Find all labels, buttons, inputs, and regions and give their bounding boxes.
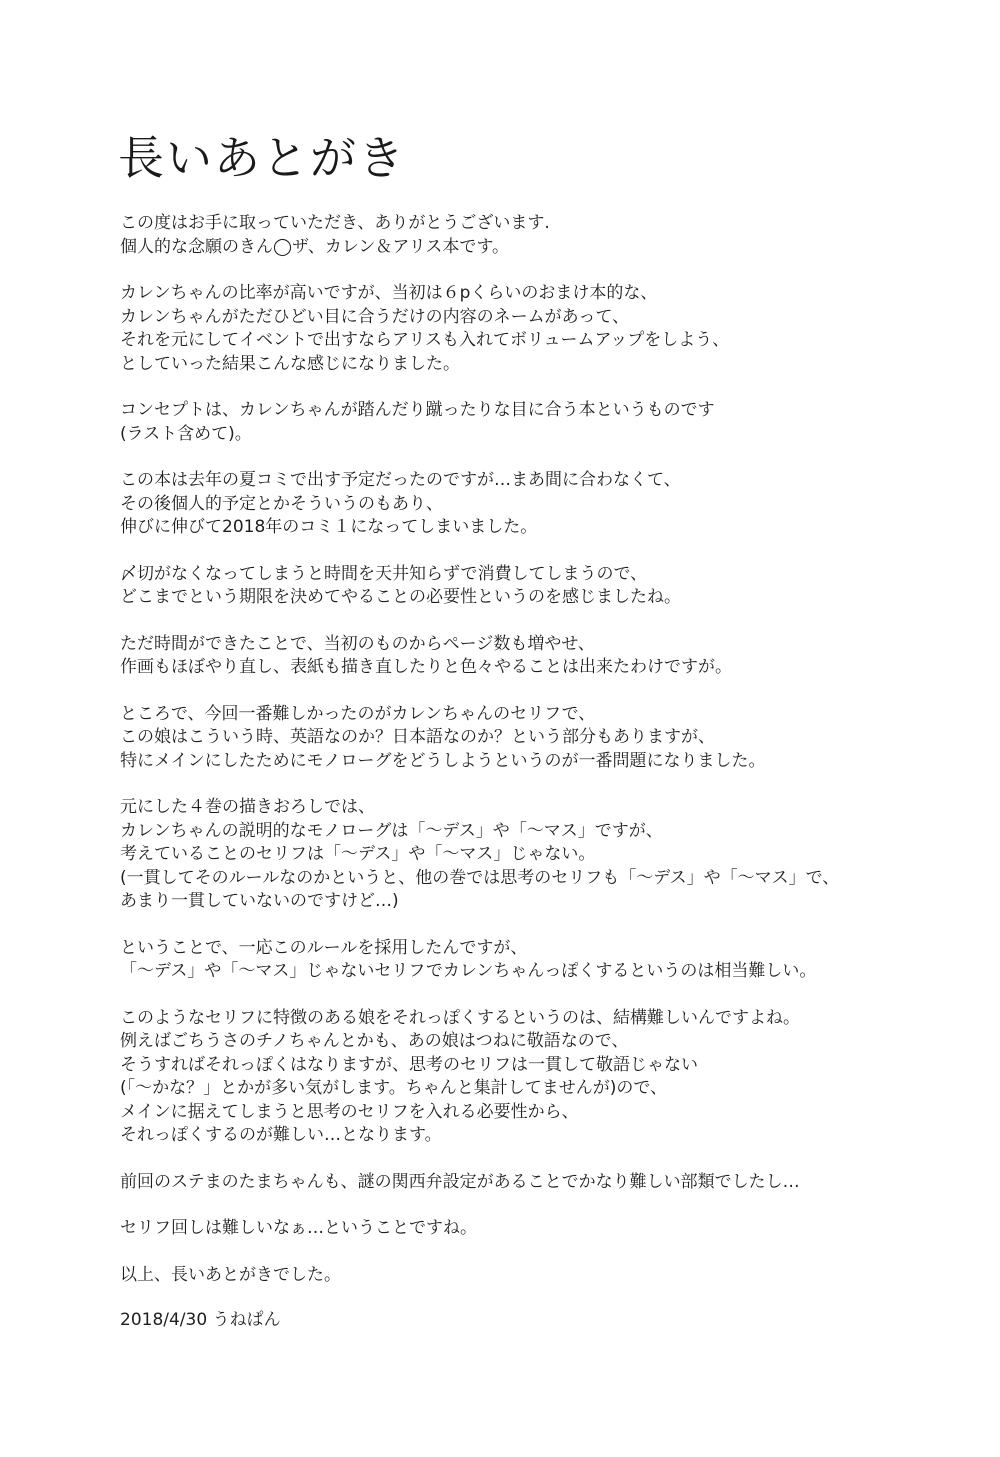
text-line: 考えていることのセリフは「〜デス」や「〜マス」じゃない。	[120, 844, 596, 864]
paragraph	[120, 796, 880, 914]
paragraph	[120, 1171, 880, 1195]
text-line: 作画もほぼやり直し、表紙も描き直したりと色々やることは出来たわけですが。	[120, 657, 732, 677]
paragraph	[120, 469, 880, 540]
text-line: それを元にしてイベントで出すならアリスも入れてボリュームアップをしよう、	[120, 330, 730, 350]
signature-date-author: 2018/4/30 うねぱん	[120, 1310, 281, 1330]
afterword-body	[120, 212, 880, 1310]
text-line: (ラスト含めて)。	[120, 423, 252, 444]
paragraph	[120, 937, 880, 984]
text-line: あまり一貫していないのですけど…)	[120, 891, 399, 911]
text-line: 例えばごちうさのチノちゃんとかも、あの娘はつねに敬語なので、	[120, 1031, 629, 1051]
text-line: 元にした４巻の描きおろしでは、	[120, 797, 375, 817]
text-line: (「〜かな？」とかが多い気がします。ちゃんと集計してませんが)ので、	[120, 1078, 668, 1098]
text-line: メインに据えてしまうと思考のセリフを入れる必要性から、	[120, 1101, 579, 1122]
text-line: ということで、一応このルールを採用したんですが、	[120, 937, 528, 958]
paragraph	[120, 282, 880, 376]
text-line: カレンちゃんの説明的なモノローグは「〜デス」や「〜マス」ですが、	[120, 820, 663, 841]
paragraph	[120, 399, 880, 446]
paragraph	[120, 212, 880, 259]
paragraph	[120, 633, 880, 680]
text-line: 「〜デス」や「〜マス」じゃないセリフでカレンちゃんっぽくするというのは相当難しい。	[120, 961, 817, 981]
text-line: ただ時間ができたことで、当初のものからページ数も増やせ、	[120, 633, 595, 654]
text-line: そうすればそれっぽくはなりますが、思考のセリフは一貫して敬語じゃない	[120, 1054, 698, 1075]
text-line: 前回のステまのたまちゃんも、謎の関西弁設定があることでかなり難しい部類でしたし…	[120, 1171, 800, 1192]
text-line: この度はお手に取っていただき、ありがとうございます.	[120, 213, 550, 233]
text-line: この本は去年の夏コミで出す予定だったのですが…まあ間に合わなくて、	[120, 470, 681, 490]
paragraph	[120, 1217, 880, 1241]
page-title: 長いあとがき	[118, 131, 406, 185]
paragraph	[120, 1007, 880, 1148]
text-line: 個人的な念願のきん◯ザ、カレン＆アリス本です。	[120, 236, 510, 257]
text-line: カレンちゃんがただひどい目に合うだけの内容のネームがあって、	[120, 306, 630, 327]
text-line: セリフ回しは難しいなぁ…ということですね。	[120, 1218, 477, 1238]
text-line: 特にメインにしたためにモノローグをどうしようというのが一番問題になりました。	[120, 750, 766, 771]
text-line: としていった結果こんな感じになりました。	[120, 353, 460, 374]
text-line: 以上、長いあとがきでした。	[120, 1264, 341, 1285]
text-line: このようなセリフに特徴のある娘をそれっぽくするというのは、結構難しいんですよね。	[120, 1007, 800, 1028]
paragraph	[120, 563, 880, 610]
text-line: (一貫してそのルールなのかというと、他の巻では思考のセリフも「〜デス」や「〜マス」で、	[120, 867, 840, 888]
text-line: 〆切がなくなってしまうと時間を天井知らずで消費してしまうので、	[120, 563, 648, 584]
text-line: 伸びに伸びて2018年のコミ１になってしまいました。	[120, 517, 538, 537]
paragraph	[120, 703, 880, 774]
text-line: この娘はこういう時、英語なのか？日本語なのか？という部分もありますが、	[120, 727, 715, 747]
paragraph	[120, 1264, 880, 1288]
text-line: どこまでという期限を決めてやることの必要性というのを感じましたね。	[120, 587, 681, 607]
text-line: その後個人的予定とかそういうのもあり、	[120, 493, 443, 514]
text-line: カレンちゃんの比率が高いですが、当初は６pくらいのおまけ本的な、	[120, 283, 658, 303]
text-line: それっぽくするのが難しい…となります。	[120, 1125, 442, 1145]
text-line: コンセプトは、カレンちゃんが踏んだり蹴ったりな目に合う本というものです	[120, 400, 715, 420]
text-line: ところで、今回一番難しかったのがカレンちゃんのセリフで、	[120, 703, 596, 724]
